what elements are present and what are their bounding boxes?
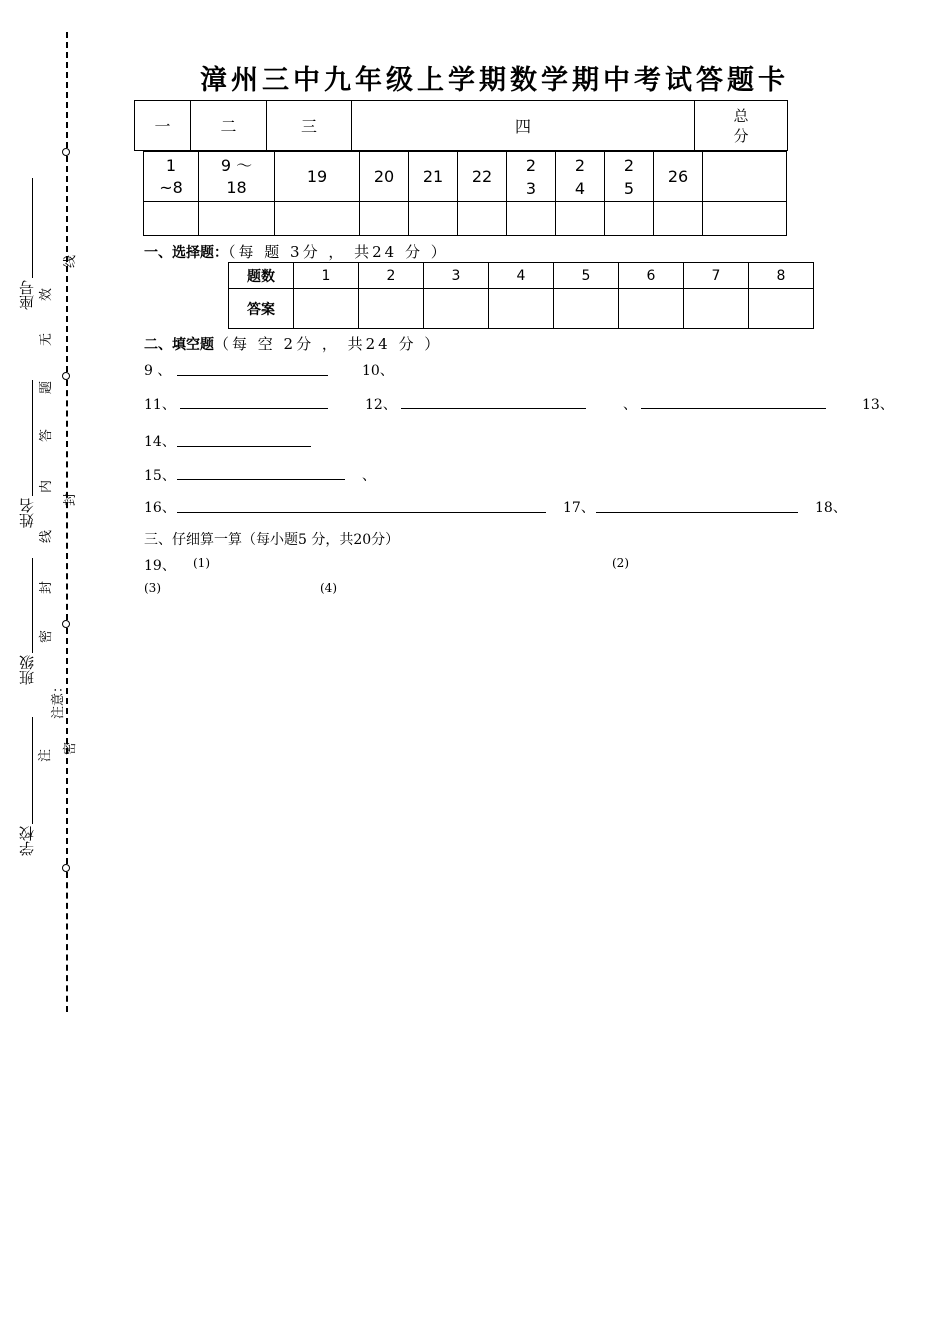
page-title: 漳州三中九年级上学期数学期中考试答题卡 bbox=[200, 65, 789, 96]
choice-answer-cell[interactable] bbox=[684, 289, 749, 329]
choice-number: 5 bbox=[554, 263, 619, 289]
q15-label: 15、 bbox=[144, 468, 176, 484]
score-cell[interactable] bbox=[144, 202, 199, 236]
choice-answer-cell[interactable] bbox=[489, 289, 554, 329]
choice-number: 7 bbox=[684, 263, 749, 289]
q12-blank-2[interactable] bbox=[641, 408, 826, 409]
cut-circle bbox=[62, 620, 70, 628]
score-header-table bbox=[134, 100, 788, 151]
score-cell[interactable] bbox=[458, 202, 507, 236]
score-cell[interactable] bbox=[409, 202, 458, 236]
margin-char: 答 bbox=[39, 428, 55, 443]
q15-separator: 、 bbox=[362, 468, 376, 484]
choice-number: 8 bbox=[749, 263, 814, 289]
q17-blank[interactable] bbox=[596, 512, 798, 513]
q13-label: 13、 bbox=[862, 397, 894, 413]
margin-char: 内 bbox=[39, 479, 55, 494]
margin-char: 题 bbox=[39, 380, 55, 395]
choice-answer-cell[interactable] bbox=[424, 289, 489, 329]
choice-answer-cell[interactable] bbox=[619, 289, 684, 329]
section-2-heading bbox=[144, 333, 442, 354]
q19-part-1: (1) bbox=[193, 556, 210, 570]
score-sub-22: 22 bbox=[458, 152, 507, 202]
q9-label: 9 、 bbox=[144, 363, 172, 379]
q11-label: 11、 bbox=[144, 397, 176, 413]
margin-char: 线 bbox=[39, 529, 55, 544]
margin-char: 无 bbox=[39, 332, 55, 347]
choice-answer-cell[interactable] bbox=[359, 289, 424, 329]
q12-blank-1[interactable] bbox=[401, 408, 586, 409]
cut-line bbox=[66, 32, 68, 148]
school-label: 学校 bbox=[18, 826, 36, 856]
margin-char: 线 bbox=[63, 254, 79, 269]
score-cell[interactable] bbox=[556, 202, 605, 236]
choice-answer-cell[interactable] bbox=[554, 289, 619, 329]
score-sub-table bbox=[143, 151, 787, 236]
choice-number: 2 bbox=[359, 263, 424, 289]
margin-char-zhu: 注 bbox=[38, 748, 54, 763]
seat-number-label: 座号 bbox=[18, 280, 36, 310]
score-col-total: 总分 bbox=[733, 106, 749, 145]
notice-text: 注意： bbox=[51, 679, 67, 720]
class-label: 班级 bbox=[18, 655, 36, 685]
score-cell[interactable] bbox=[275, 202, 360, 236]
section-1-label: 一、选择题： bbox=[144, 245, 228, 261]
score-col-2: 二 bbox=[191, 101, 267, 151]
q12-label: 12、 bbox=[365, 397, 397, 413]
q12-separator: 、 bbox=[623, 397, 637, 413]
score-sub-1-8: 1 ~8 bbox=[159, 155, 183, 197]
cut-line bbox=[66, 872, 68, 1012]
q14-label: 14、 bbox=[144, 434, 176, 450]
score-col-3: 三 bbox=[267, 101, 352, 151]
q18-label: 18、 bbox=[815, 500, 847, 516]
score-cell[interactable] bbox=[360, 202, 409, 236]
q19-part-3: (3) bbox=[144, 581, 161, 595]
section-2-scoring: （每 空 2分 ， 共24 分 ） bbox=[214, 335, 443, 353]
notice-label bbox=[47, 680, 66, 719]
seat-number-line[interactable] bbox=[32, 178, 33, 278]
margin-char: 密 bbox=[39, 629, 55, 644]
score-sub-25: 2 5 bbox=[623, 155, 635, 198]
name-label: 姓名 bbox=[18, 498, 36, 528]
score-sub-20: 20 bbox=[360, 152, 409, 202]
choice-answer-table bbox=[228, 262, 814, 329]
choice-row-label-number: 题数 bbox=[229, 263, 294, 289]
score-cell[interactable] bbox=[654, 202, 703, 236]
q16-blank[interactable] bbox=[177, 512, 546, 513]
choice-row-label-answer: 答案 bbox=[229, 289, 294, 329]
score-col-4: 四 bbox=[352, 101, 695, 151]
score-cell[interactable] bbox=[605, 202, 654, 236]
score-cell[interactable] bbox=[507, 202, 556, 236]
choice-number: 4 bbox=[489, 263, 554, 289]
margin-char: 封 bbox=[39, 580, 55, 595]
q19-part-4: (4) bbox=[320, 581, 337, 595]
cut-circle bbox=[62, 864, 70, 872]
cut-circle bbox=[62, 372, 70, 380]
choice-answer-cell[interactable] bbox=[749, 289, 814, 329]
name-line[interactable] bbox=[32, 380, 33, 496]
q11-blank[interactable] bbox=[180, 408, 328, 409]
q15-blank[interactable] bbox=[177, 479, 345, 480]
choice-number: 3 bbox=[424, 263, 489, 289]
margin-char: 密 bbox=[63, 741, 79, 756]
q10-label: 10、 bbox=[362, 363, 394, 379]
q9-blank[interactable] bbox=[177, 375, 328, 376]
section-3-heading: 三、仔细算一算（每小题5 分，共20分） bbox=[144, 532, 400, 548]
cut-circle bbox=[62, 148, 70, 156]
choice-answer-cell[interactable] bbox=[294, 289, 359, 329]
q17-label: 17、 bbox=[563, 500, 595, 516]
margin-char: 效 bbox=[39, 287, 55, 302]
q14-blank[interactable] bbox=[177, 446, 311, 447]
score-col-1: 一 bbox=[135, 101, 191, 151]
score-cell[interactable] bbox=[199, 202, 275, 236]
section-2-label: 二、填空题 bbox=[144, 337, 214, 353]
section-1-scoring: （每 题 3分 ， 共24 分 ） bbox=[228, 243, 449, 261]
score-sub-21: 21 bbox=[409, 152, 458, 202]
score-sub-24: 2 4 bbox=[574, 155, 586, 198]
q19-part-2: (2) bbox=[612, 556, 629, 570]
class-line[interactable] bbox=[32, 558, 33, 653]
choice-number: 1 bbox=[294, 263, 359, 289]
score-sub-26: 26 bbox=[654, 152, 703, 202]
score-cell[interactable] bbox=[703, 202, 787, 236]
score-sub-9-18: 9 ～ 18 bbox=[220, 155, 253, 197]
score-sub-23: 2 3 bbox=[525, 155, 537, 198]
score-sub-total bbox=[703, 152, 787, 202]
school-line[interactable] bbox=[32, 717, 33, 824]
margin-char: 封 bbox=[63, 492, 79, 507]
choice-number: 6 bbox=[619, 263, 684, 289]
q19-label: 19、 bbox=[144, 558, 176, 574]
q16-label: 16、 bbox=[144, 500, 176, 516]
score-sub-19: 19 bbox=[275, 152, 360, 202]
section-1-heading bbox=[144, 241, 449, 262]
